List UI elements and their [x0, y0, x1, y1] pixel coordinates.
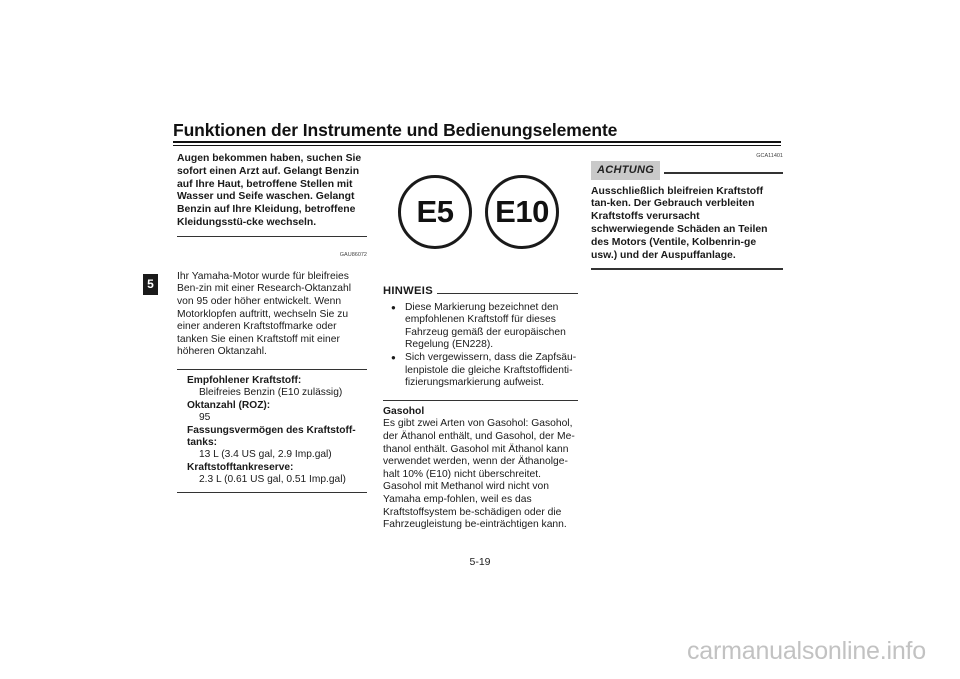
watermark: carmanualsonline.info [686, 637, 926, 665]
bullet-text: Diese Markierung bezeichnet den empfohlenen Kraftstoff für dieses Fahrzeug gemäß der europäischen Regelung (EN228). [405, 301, 566, 351]
chapter-tab: 5 [143, 274, 158, 295]
column-middle [383, 160, 578, 532]
title-rule-thin [173, 145, 781, 146]
section-code: GAU86072 [339, 251, 367, 258]
caution-badge: ACHTUNG [591, 161, 660, 180]
note-title: HINWEIS [383, 285, 433, 297]
caution-header [591, 161, 783, 180]
caution-end-rule [591, 268, 783, 270]
gasohol-paragraph: Es gibt zwei Arten von Gasohol: Gasohol, der Äthanol enthält, und Gasohol, der Me-thanol enthält. Gasohol mit Äthanol kann verwendet werden, wenn der Äthanolge-halt 10% (E10) nicht überschreitet. Gasohol mit Methanol wird nicht von Yamaha emp-fohlen, weil es das Kraftstoffsystem be-schädigen oder die Fahrzeugleistung be-einträchtigen kann. [383, 418, 575, 531]
spec-label: Kraftstofftankreserve: [187, 461, 294, 473]
bullet-icon: ● [391, 352, 396, 362]
bullet-icon: ● [391, 302, 396, 312]
note-end-rule [383, 400, 578, 401]
title-rule [173, 141, 781, 143]
column-right [591, 153, 783, 270]
spec-label: Fassungsvermögen des Kraftstoff-tanks: [187, 424, 356, 448]
spec-label: Oktanzahl (ROZ): [187, 399, 271, 411]
note-rule [437, 293, 578, 294]
fuel-badge-e5: E5 [398, 175, 472, 249]
caution-text: Ausschließlich bleifreien Kraftstoff tan-ken. Der Gebrauch verbleiten Kraftstoffs verursacht schwerwiegende Schäden an Teilen des Motors (Ventile, Kolbenrin-ge usw.) und der Auspuffanlage. [591, 185, 768, 261]
note-header [383, 285, 578, 298]
bullet-text: Sich vergewissern, dass die Zapfsäu-lenpistole die gleiche Kraftstoffidenti-fizierungsmarkierung aufweist. [405, 351, 577, 389]
fuel-spec-box [177, 369, 367, 493]
fuel-paragraph: Ihr Yamaha-Motor wurde für bleifreies Ben-zin mit einer Research-Oktanzahl von 95 oder höher entwickelt. Wenn Motorklopfen auftritt, wechseln Sie zu einer anderen Kraftstoffmarke oder tanken Sie einen Kraftstoff mit einer höheren Oktanzahl. [177, 270, 351, 358]
warning-continuation: Augen bekommen haben, suchen Sie sofort einen Arzt auf. Gelangt Benzin auf Ihre Haut, betroffene Stellen mit Wasser und Seife waschen. Gelangt Benzin auf Ihre Kleidung, betroffene Kleidungsstü-cke wechseln. [177, 153, 362, 228]
list-item [383, 352, 578, 390]
caution-rule [664, 172, 783, 174]
warning-end-rule [177, 236, 367, 237]
page-number: 5-19 [469, 556, 491, 568]
list-item [383, 302, 578, 352]
note-bullets [383, 302, 578, 390]
fuel-label-illustration [383, 160, 578, 285]
fuel-badge-e10: E10 [485, 175, 559, 249]
caution-code: GCA11401 [756, 153, 783, 159]
spec-value: 2.3 L (0.61 US gal, 0.51 Imp.gal) [199, 474, 346, 486]
page-title: Funktionen der Instrumente und Bedienungselemente [173, 120, 618, 140]
gasohol-heading: Gasohol [383, 405, 425, 417]
spec-value: 95 [199, 412, 211, 424]
spec-label: Empfohlener Kraftstoff: [187, 374, 302, 386]
spec-value: 13 L (3.4 US gal, 2.9 Imp.gal) [199, 449, 332, 461]
spec-value: Bleifreies Benzin (E10 zulässig) [199, 387, 343, 399]
column-left [177, 153, 367, 493]
